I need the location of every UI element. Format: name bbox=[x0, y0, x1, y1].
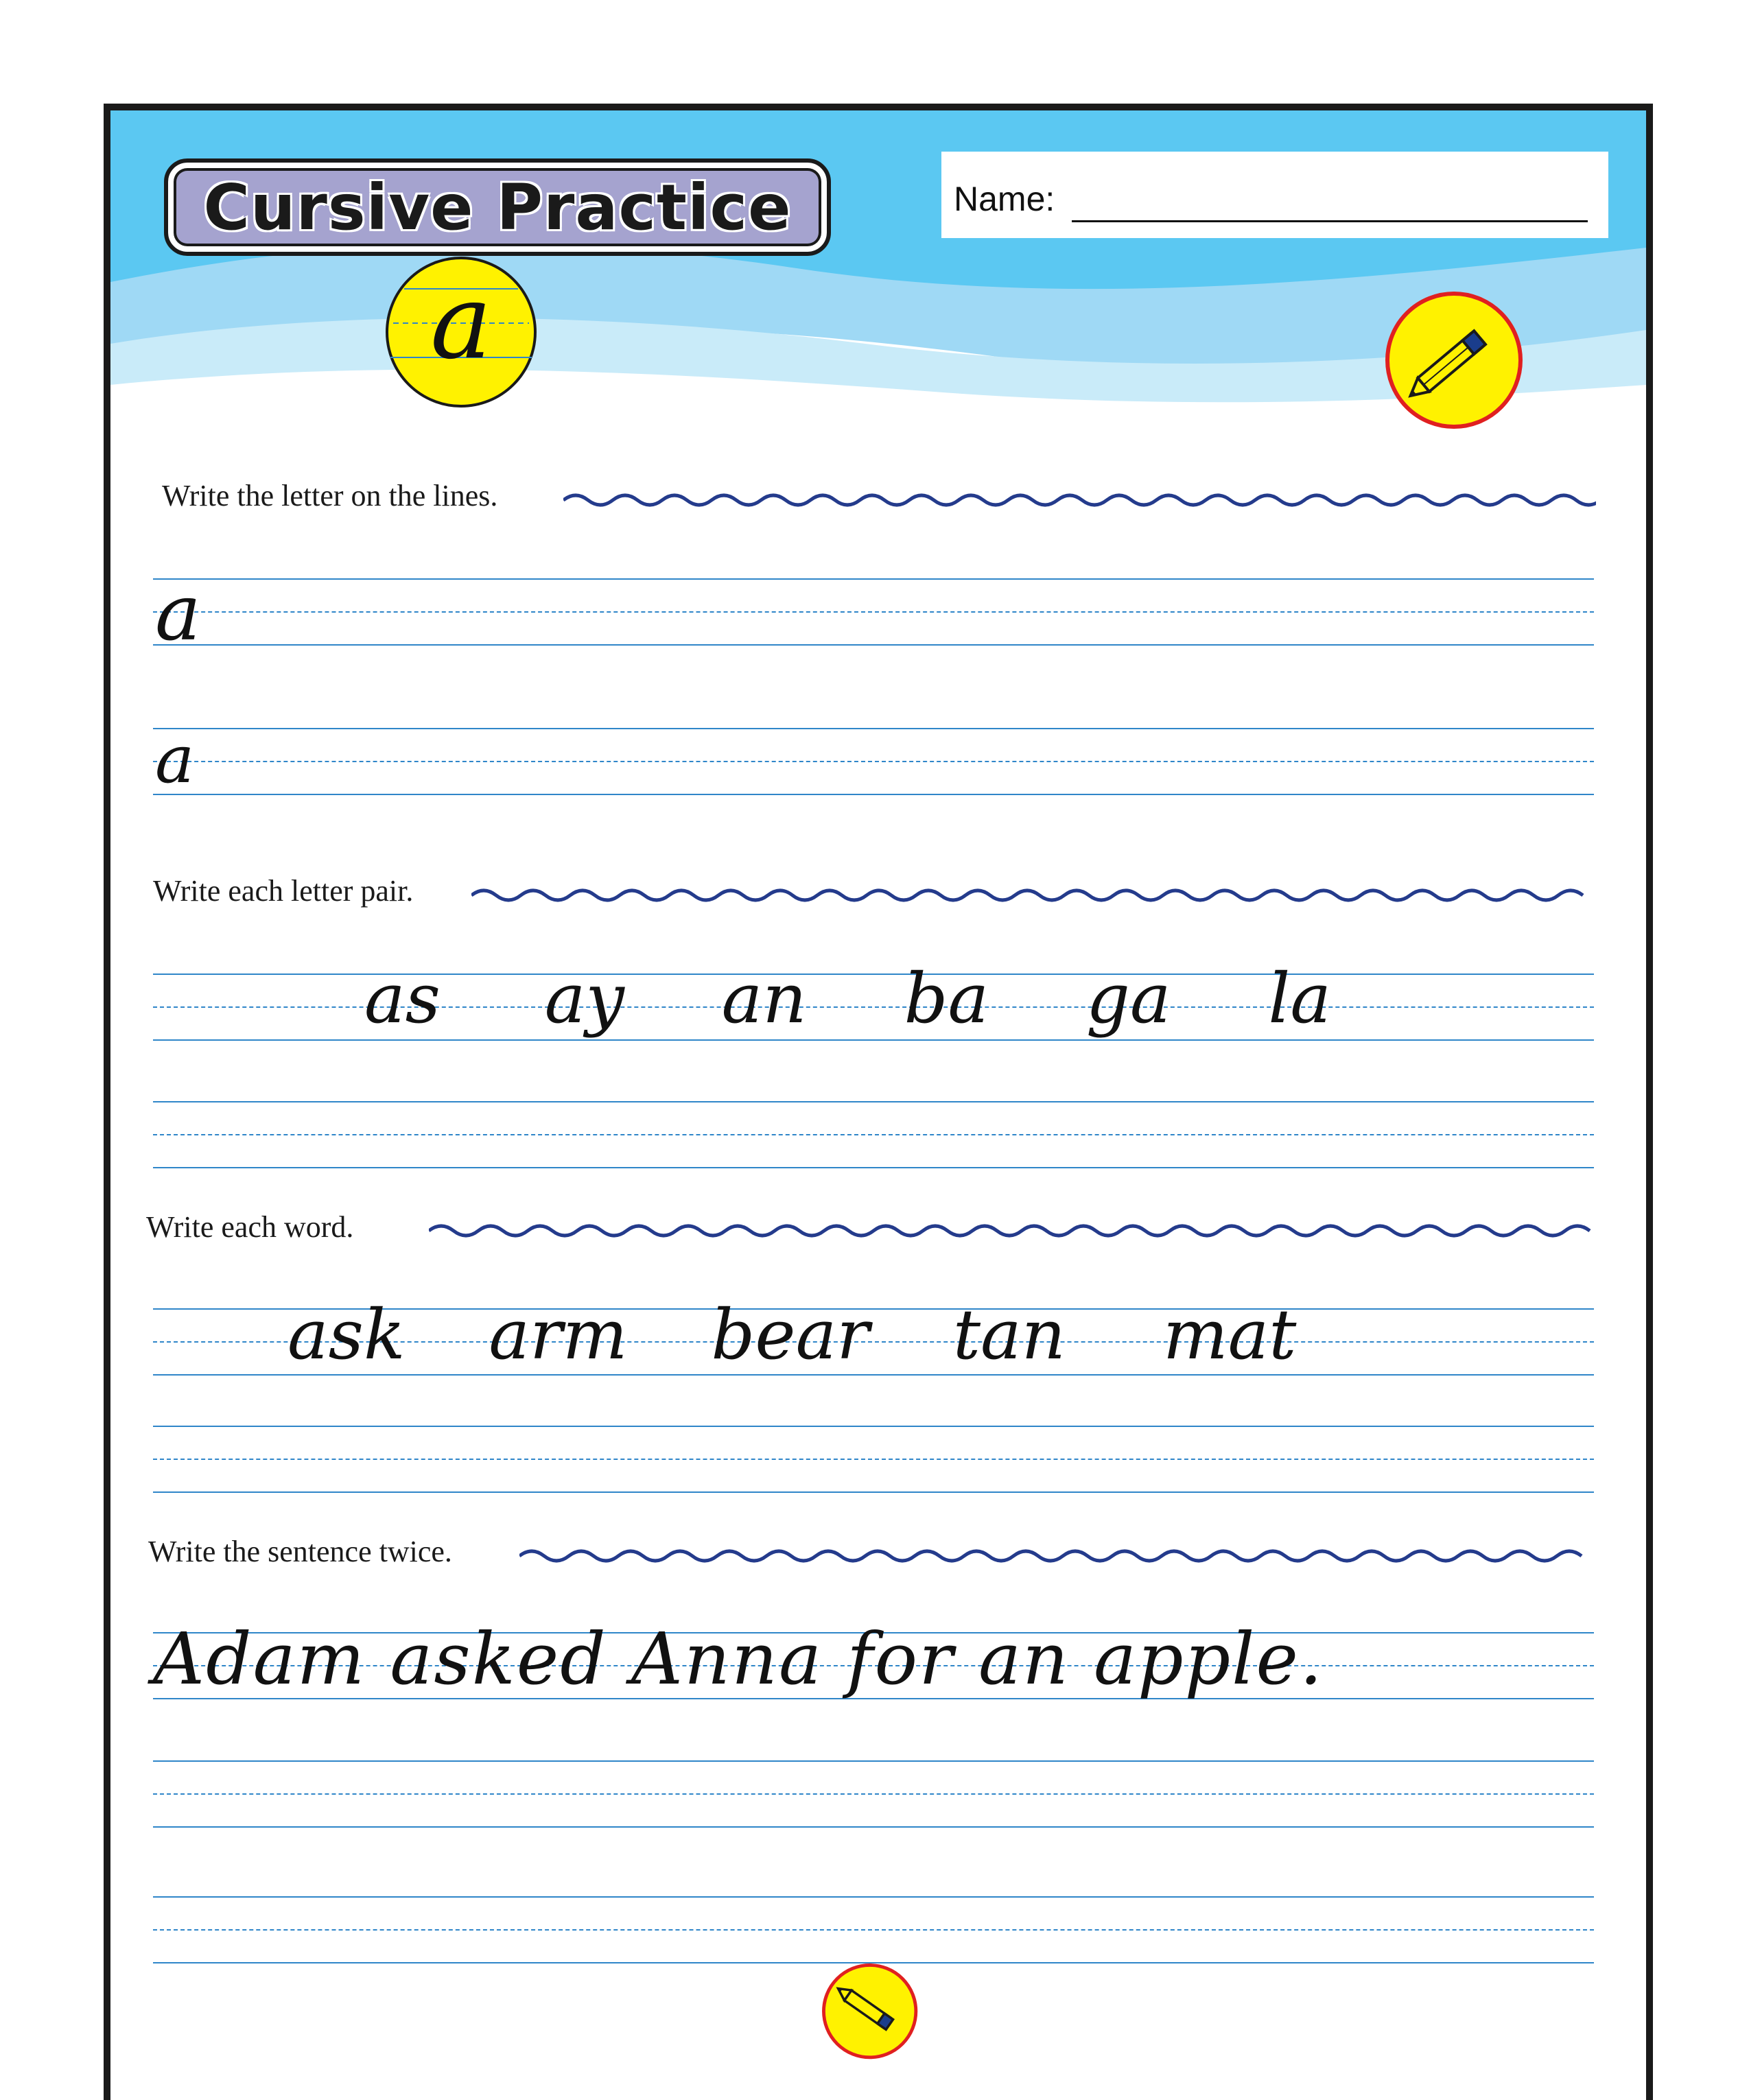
letter-badge bbox=[384, 255, 539, 410]
instruction-letter: Write the letter on the lines. bbox=[162, 479, 498, 512]
writing-row-pairs-practice[interactable] bbox=[153, 1101, 1594, 1170]
instruction-words: Write each word. bbox=[146, 1210, 354, 1244]
word-item: tan bbox=[952, 1295, 1066, 1375]
pair-item: ba bbox=[904, 958, 989, 1039]
pair-item: an bbox=[721, 958, 807, 1039]
pencil-icon bbox=[1384, 290, 1525, 431]
worksheet-page bbox=[104, 104, 1653, 2100]
letter-pairs bbox=[364, 958, 1331, 1039]
name-field[interactable] bbox=[941, 152, 1608, 238]
word-item: arm bbox=[489, 1295, 628, 1375]
writing-row-sentence-practice-1[interactable] bbox=[153, 1760, 1594, 1829]
wavy-divider bbox=[519, 1546, 1594, 1566]
writing-row-uppercase[interactable] bbox=[153, 578, 1594, 647]
practice-words bbox=[287, 1295, 1296, 1375]
wavy-divider bbox=[471, 885, 1594, 906]
writing-row-sentence-practice-2[interactable] bbox=[153, 1896, 1594, 1965]
instruction-sentence: Write the sentence twice. bbox=[148, 1535, 452, 1568]
word-item: ask bbox=[287, 1295, 406, 1375]
model-letter-uppercase: a bbox=[155, 569, 201, 658]
writing-row-lowercase[interactable] bbox=[153, 728, 1594, 797]
instruction-pairs: Write each letter pair. bbox=[153, 874, 414, 908]
pair-item: ga bbox=[1085, 958, 1171, 1039]
name-label: Name: bbox=[954, 180, 1055, 218]
pair-item: as bbox=[364, 958, 441, 1039]
model-letter-lowercase: a bbox=[155, 721, 195, 798]
title-badge bbox=[164, 158, 831, 256]
word-item: bear bbox=[711, 1295, 870, 1375]
wavy-divider bbox=[429, 1220, 1594, 1241]
page-title: Cursive Practice bbox=[203, 170, 792, 244]
name-write-line[interactable] bbox=[1072, 220, 1588, 222]
writing-row-words-practice[interactable] bbox=[153, 1426, 1594, 1494]
pair-item: ay bbox=[544, 958, 624, 1039]
model-sentence: Adam asked Anna for an apple. bbox=[153, 1617, 1324, 1701]
letter-badge-glyph: a bbox=[430, 263, 492, 382]
pair-item: la bbox=[1268, 958, 1331, 1039]
wavy-divider bbox=[563, 490, 1596, 510]
word-item: mat bbox=[1162, 1295, 1297, 1375]
pencil-icon bbox=[821, 1963, 919, 2060]
